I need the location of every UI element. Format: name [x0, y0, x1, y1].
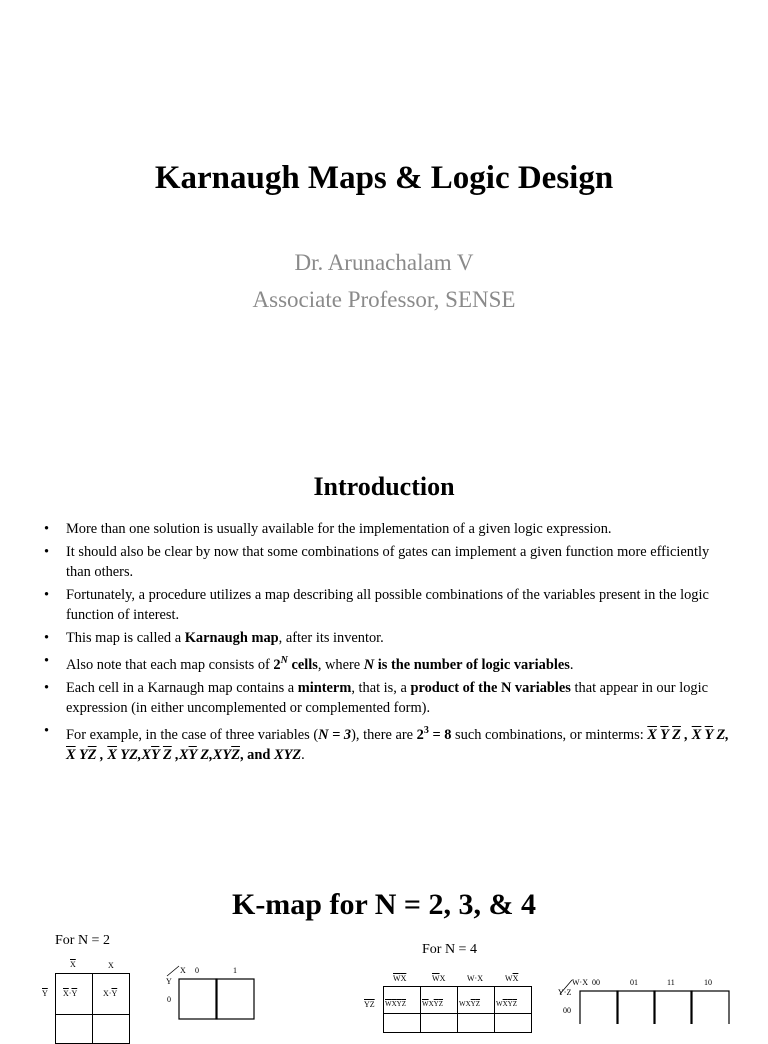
n4b-c00: 00	[592, 978, 600, 987]
n4a-m2: $WX\overline{Y}\overline{Z}$	[459, 1000, 481, 1008]
product-term: product of the N variables	[410, 679, 571, 696]
n2a-col-x: X	[108, 961, 114, 970]
n2a-cell-11	[92, 1014, 130, 1044]
bullet-5-text: Also note that each map consists of	[66, 656, 274, 673]
bullet-1: • More than one solution is usually available for the implementation of a given logic expression.	[44, 519, 734, 539]
n2a-xbar-text: $\overline{X}$	[70, 960, 76, 969]
bullet-7-end: .	[301, 746, 305, 763]
power-exponent: 3	[423, 724, 429, 736]
cells-base: 2	[273, 656, 281, 673]
n4a-h1: $\overline{W}\overline{X}$	[393, 974, 407, 983]
n4b-c10: 10	[704, 978, 712, 987]
cells-word: cells	[287, 656, 318, 673]
bullet-5-mid: , where	[317, 656, 364, 673]
bullet-7-mid: ), there are	[351, 726, 417, 743]
n4a-cell-7	[494, 1013, 532, 1033]
bullet-5-bold: is the number of logic variables	[374, 656, 570, 673]
n4a-h4: $W\overline{X}$	[505, 974, 519, 983]
n4-label: For N = 4	[422, 942, 477, 957]
bullet-5	[44, 651, 734, 675]
power-result: = 8	[428, 726, 452, 743]
and-word: , and	[239, 746, 274, 763]
n4a-cell-6	[457, 1013, 495, 1033]
bullet-6	[44, 678, 734, 718]
bullet-4	[44, 628, 734, 648]
n2a-x-ybar: $X\cdot\overline{Y}$	[103, 989, 118, 998]
bullet-5-end: .	[569, 656, 574, 673]
bullet-7	[44, 721, 734, 765]
n4b-c01: 01	[630, 978, 638, 987]
last-minterm: XYZ	[273, 746, 302, 763]
author-role: Associate Professor, SENSE	[252, 287, 516, 312]
n4a-m1: $\overline{W}X\overline{Y}\overline{Z}$	[422, 1000, 444, 1008]
n2a-xbar-ybar: $\overline{X}\cdot\overline{Y}$	[63, 989, 78, 998]
n4b-r00: 00	[563, 1006, 571, 1015]
minterm-list: $\overline{X}$ $\overline{Y}$ $\overline{Z}$ , $\overline{X}$ $\overline{Y}$ Z, $\overline{X}$ $Y\overline{Z}$ , $\overline{X}$ $YZ,X\overline{Y}$ $\overline{Z}$ $,X\overline{Y}$ $Z,XY\overline{Z}$	[66, 726, 729, 763]
n-equals-3: N = 3	[318, 726, 352, 743]
n4a-cell-4	[383, 1013, 421, 1033]
bullet-4-text: This map is called a	[66, 630, 185, 646]
n4a-m3: $W\overline{X}\overline{Y}\overline{Z}$	[496, 1000, 518, 1008]
n4a-row-yz	[364, 1000, 375, 1009]
bullet-6-mid: , that is, a	[351, 679, 411, 696]
intro-bullet-list	[44, 519, 734, 768]
n2a-row-ybar	[42, 989, 48, 998]
n2b-map-frame	[164, 964, 264, 1024]
n4a-h2: $\overline{W}X$	[432, 974, 446, 983]
page-title: Karnaugh Maps & Logic Design	[154, 160, 614, 196]
n4b-wx: W·X	[572, 978, 588, 987]
n2a-cell-10	[55, 1014, 93, 1044]
n2b-x: X	[180, 966, 186, 975]
n4a-m0: $\overline{W}\overline{X}\overline{Y}\overline{Z}$	[385, 1000, 407, 1008]
cells-formula	[273, 657, 317, 673]
n2b-c1: 1	[233, 966, 237, 975]
author-name: Dr. Arunachalam V	[294, 250, 474, 275]
cells-exponent: N	[280, 655, 288, 666]
n2b-r0: 0	[167, 995, 171, 1004]
kmap-heading: K-map for N = 2, 3, & 4	[231, 888, 536, 921]
n4a-h3: W·X	[467, 974, 483, 983]
minterm-term: minterm	[297, 679, 352, 696]
power-formula	[416, 724, 452, 743]
n2-label: For N = 2	[55, 933, 110, 948]
n4b-yz: Y·Z	[558, 988, 572, 997]
n2a-ybar-text: $\overline{Y}$	[42, 989, 48, 998]
karnaugh-map-term: Karnaugh map	[184, 630, 279, 646]
n4a-cell-5	[420, 1013, 458, 1033]
n4a-yz-text: $\overline{YZ}$	[364, 1000, 375, 1009]
n2b-c0: 0	[195, 966, 199, 975]
bullet-7-suffix: such combinations, or minterms:	[451, 726, 648, 743]
power-base: 2	[416, 726, 424, 743]
bullet-7-text: For example, in the case of three variables (	[66, 726, 319, 743]
n2b-y: Y	[166, 977, 172, 986]
bullet-6-suffix: that appear in our logic expression (in either uncomplemented or complemented form).	[66, 679, 708, 716]
intro-heading: Introduction	[313, 472, 455, 501]
n4b-c11: 11	[667, 978, 675, 987]
n2a-col-xbar	[70, 960, 76, 969]
bullet-6-text: Each cell in a Karnaugh map contains a	[66, 679, 298, 696]
bullet-4-suffix: , after its inventor.	[278, 630, 384, 646]
bullet-2: • It should also be clear by now that some combinations of gates can implement a given function more efficiently than others.	[44, 542, 734, 582]
bullet-3: • Fortunately, a procedure utilizes a map describing all possible combinations of the variables present in the logic function of interest.	[44, 585, 734, 625]
n-variable: N	[363, 656, 375, 673]
